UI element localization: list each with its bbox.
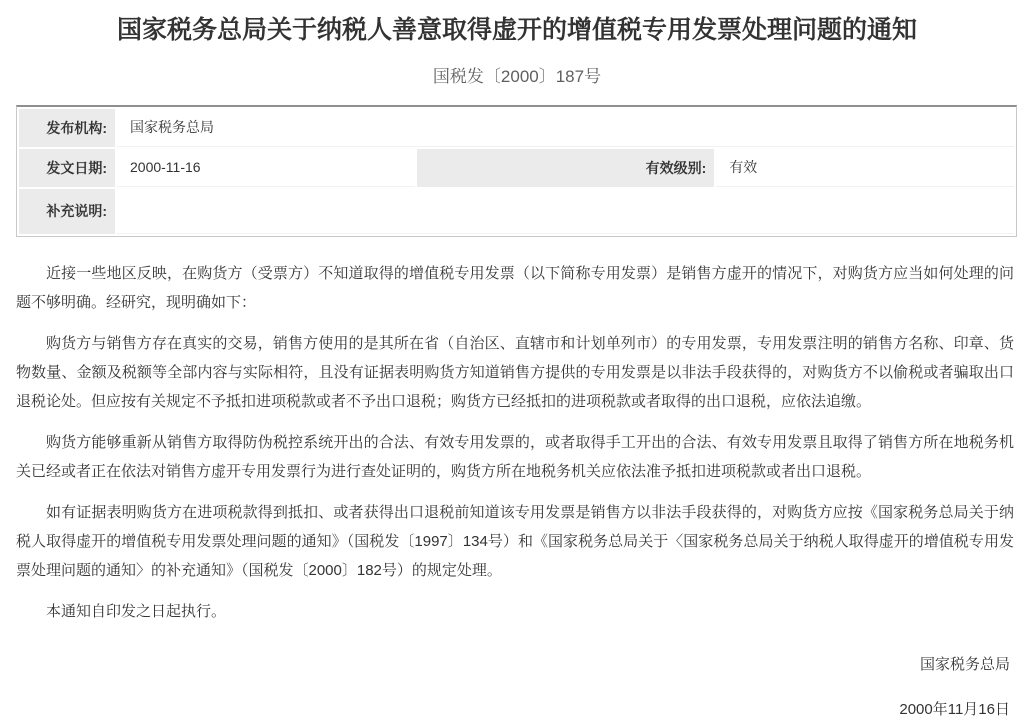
document-body bbox=[16, 259, 1014, 723]
body-paragraph: 如有证据表明购货方在进项税款得到抵扣、或者获得出口退税前知道该专用发票是销售方以非法手段获得的，对购货方应按《国家税务总局关于纳税人取得虚开的增值税专用发票处理问题的通知》（国税发〔1997〕134号）和《国家税务总局关于〈国家税务总局关于纳税人取得虚开的增值税专用发票处理问题的通知〉的补充通知》（国税发〔2000〕182号）的规定处理。 bbox=[16, 503, 1014, 579]
body-paragraph: 购货方与销售方存在真实的交易，销售方使用的是其所在省（自治区、直辖市和计划单列市）的专用发票，专用发票注明的销售方名称、印章、货物数量、金额及税额等全部内容与实际相符，且没有证据表明购货方知道销售方提供的专用发票是以非法手段获得的，对购货方不以偷税或者骗取出口退税论处。但应按有关规定不予抵扣进项税款或者不予出口退税；购货方已经抵扣的进项税款或者取得的出口退税，应依法追缴。 bbox=[16, 334, 1014, 410]
table-row bbox=[19, 149, 1014, 187]
table-row bbox=[19, 189, 1014, 234]
body-paragraph: 本通知自印发之日起执行。 bbox=[46, 602, 227, 620]
signature-date: 2000年11月16日 bbox=[899, 700, 1010, 718]
document-number: 国税发〔2000〕187号 bbox=[432, 66, 602, 86]
meta-value-supplement bbox=[117, 189, 1014, 234]
body-paragraph: 近接一些地区反映，在购货方（受票方）不知道取得的增值税专用发票（以下简称专用发票）是销售方虚开的情况下，对购货方应当如何处理的问题不够明确。经研究，现明确如下： bbox=[16, 264, 1014, 311]
meta-label-supplement: 补充说明: bbox=[19, 189, 115, 234]
meta-label-issue-date: 发文日期: bbox=[19, 149, 115, 187]
signature-agency: 国家税务总局 bbox=[919, 655, 1010, 673]
body-paragraph: 购货方能够重新从销售方取得防伪税控系统开出的合法、有效专用发票的，或者取得手工开出的合法、有效专用发票且取得了销售方所在地税务机关已经或者正在依法对销售方虚开专用发票行为进行查处证明的，购货方所在地税务机关应依法准予抵扣进项税款或者出口退税。 bbox=[16, 433, 1014, 480]
metadata-table bbox=[16, 105, 1017, 237]
table-row bbox=[19, 109, 1014, 147]
meta-value-issue-date: 2000-11-16 bbox=[117, 149, 415, 187]
meta-label-validity: 有效级别: bbox=[417, 149, 715, 187]
meta-value-issuer: 国家税务总局 bbox=[117, 109, 1014, 147]
meta-label-issuer: 发布机构: bbox=[19, 109, 115, 147]
page-title: 国家税务总局关于纳税人善意取得虚开的增值税专用发票处理问题的通知 bbox=[116, 16, 917, 44]
meta-value-validity: 有效 bbox=[716, 149, 1014, 187]
